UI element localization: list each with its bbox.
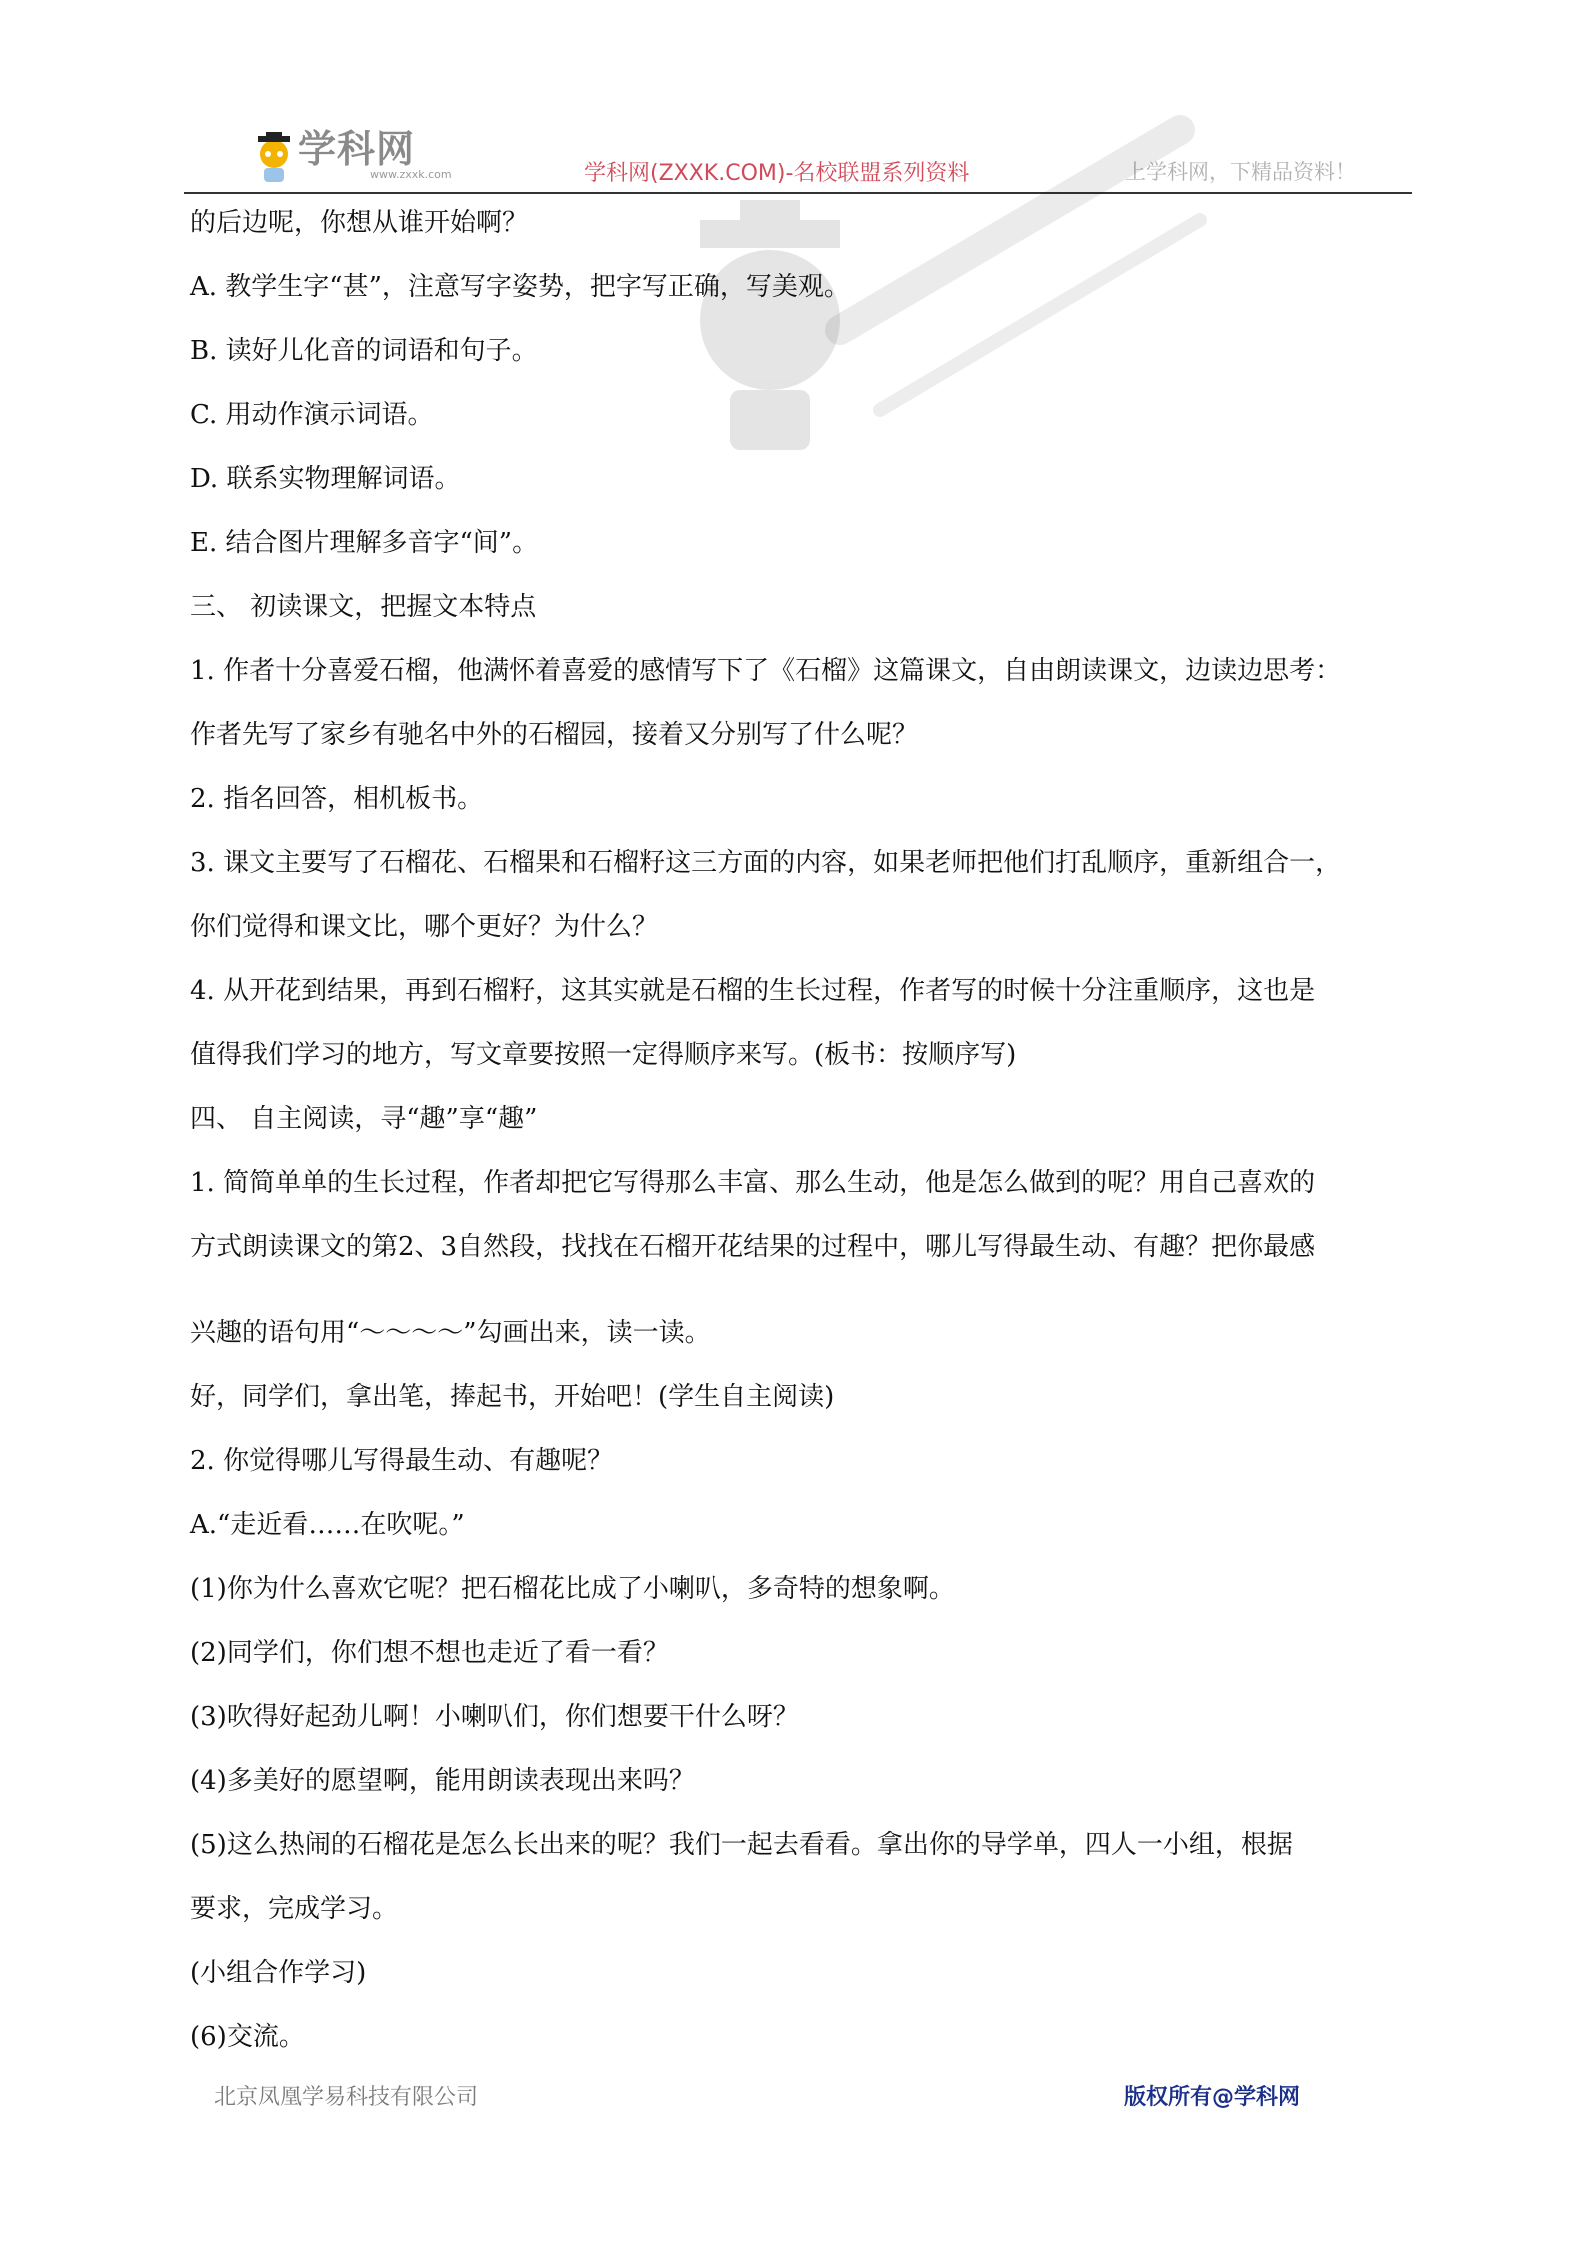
text-line: 方式朗读课文的第2、3自然段，找找在石榴开花结果的过程中，哪儿写得最生动、有趣？把你最感 [190,1232,1316,1262]
text-line: A. 教学生字“甚”，注意写字姿势，把字写正确，写美观。 [190,272,850,302]
text-line: (2)同学们，你们想不想也走近了看一看？ [190,1638,669,1668]
text-line: 的后边呢，你想从谁开始啊？ [190,208,529,238]
text-line: 值得我们学习的地方，写文章要按照一定得顺序来写。(板书：按顺序写) [190,1040,1017,1070]
text-line: 你们觉得和课文比，哪个更好？为什么？ [190,912,659,942]
text-line: (1)你为什么喜欢它呢？把石榴花比成了小喇叭，多奇特的想象啊。 [190,1574,955,1604]
footer-company: 北京凤凰学易科技有限公司 [214,2085,479,2110]
section-heading: 三、 初读课文，把握文本特点 [190,592,537,622]
text-line: (4)多美好的愿望啊，能用朗读表现出来吗？ [190,1766,695,1796]
text-line: 1. 作者十分喜爱石榴，他满怀着喜爱的感情写下了《石榴》这篇课文，自由朗读课文，边读边思考： [190,656,1342,686]
text-line: 2. 你觉得哪儿写得最生动、有趣呢？ [190,1446,614,1476]
footer-copyright: 版权所有@学科网 [1124,2085,1301,2110]
text-line: (小组合作学习) [190,1958,367,1988]
text-line: 好，同学们，拿出笔，捧起书，开始吧！(学生自主阅读) [190,1382,835,1412]
header-series-title: 学科网(ZXXK.COM)-名校联盟系列资料 [584,161,970,186]
text-line: B. 读好儿化音的词语和句子。 [190,336,538,366]
text-line: E. 结合图片理解多音字“间”。 [190,528,539,558]
text-line: C. 用动作演示词语。 [190,400,434,430]
text-line: (3)吹得好起劲儿啊！小喇叭们，你们想要干什么呀？ [190,1702,799,1732]
text-line: 4. 从开花到结果，再到石榴籽，这其实就是石榴的生长过程，作者写的时候十分注重顺序，这也是 [190,976,1316,1006]
logo-text: 学科网 [298,127,416,171]
text-line: (6)交流。 [190,2022,305,2052]
text-line: 2. 指名回答，相机板书。 [190,784,484,814]
text-line: 作者先写了家乡有驰名中外的石榴园，接着又分别写了什么呢？ [190,720,919,750]
header-slogan: 上学科网，下精品资料！ [1125,160,1356,184]
logo-url: www.zxxk.com [370,168,452,181]
page-header [184,112,1412,196]
text-line: 3. 课文主要写了石榴花、石榴果和石榴籽这三方面的内容，如果老师把他们打乱顺序，重新组合一， [190,848,1342,878]
section-heading: 四、 自主阅读，寻“趣”享“趣” [190,1104,538,1134]
header-divider [184,192,1412,194]
text-line: D. 联系实物理解词语。 [190,464,461,494]
logo [254,118,452,190]
logo-mascot-icon [254,130,294,184]
text-line: 1. 简简单单的生长过程，作者却把它写得那么丰富、那么生动，他是怎么做到的呢？用自己喜欢的 [190,1168,1316,1198]
text-line: 兴趣的语句用“～～～～”勾画出来，读一读。 [190,1318,711,1348]
text-line: A.“走近看……在吹呢。” [190,1510,465,1540]
document-body [190,206,1412,2084]
text-line: 要求，完成学习。 [190,1894,399,1924]
text-line: (5)这么热闹的石榴花是怎么长出来的呢？我们一起去看看。拿出你的导学单，四人一小组，根据 [190,1830,1293,1860]
